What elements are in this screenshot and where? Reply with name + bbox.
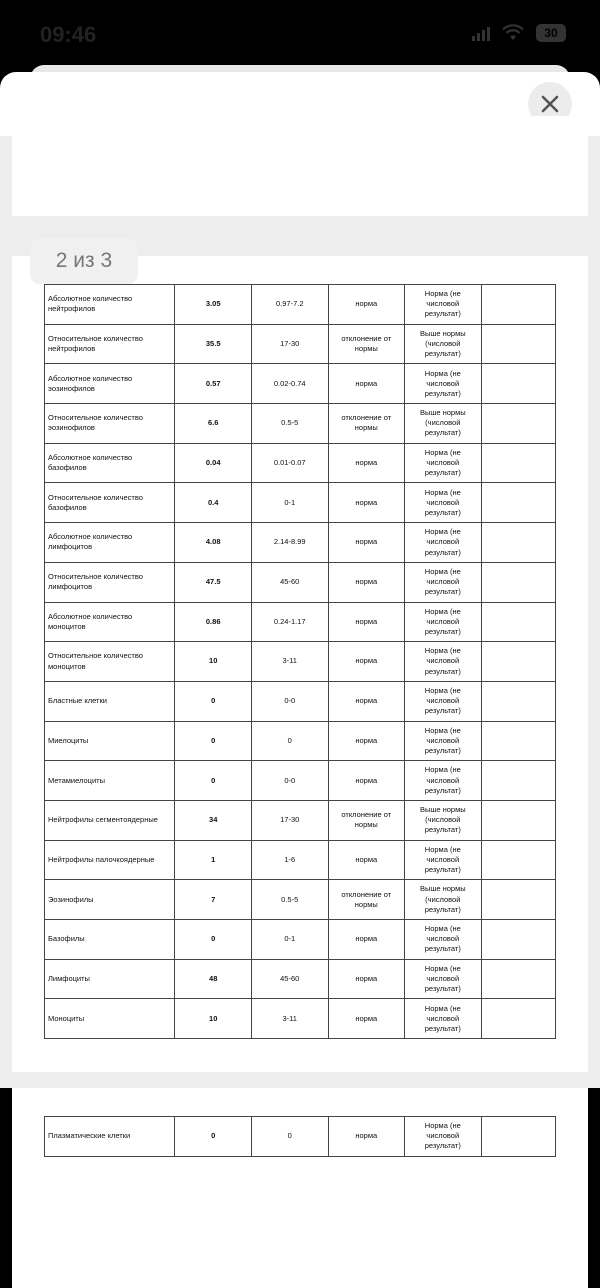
empty-cell xyxy=(481,523,555,563)
reference-range-cell: 0.02-0.74 xyxy=(251,364,328,404)
status-cell: норма xyxy=(328,1117,405,1157)
result-value-cell: 48 xyxy=(175,959,252,999)
result-value-cell: 0.86 xyxy=(175,602,252,642)
table-row xyxy=(45,1117,556,1157)
result-value-cell: 4.08 xyxy=(175,523,252,563)
status-cell: норма xyxy=(328,642,405,682)
status-cell: норма xyxy=(328,721,405,761)
results-table-next xyxy=(44,1116,556,1157)
table-row xyxy=(45,324,556,364)
result-value-cell: 10 xyxy=(175,999,252,1039)
table-row xyxy=(45,285,556,325)
empty-cell xyxy=(481,1117,555,1157)
result-value-cell: 1 xyxy=(175,840,252,880)
comment-cell: Норма (не числовой результат) xyxy=(405,364,482,404)
reference-range-cell: 0.01-0.07 xyxy=(251,443,328,483)
document-page-next xyxy=(12,1088,588,1288)
result-value-cell: 0.57 xyxy=(175,364,252,404)
status-cell: отклонение от нормы xyxy=(328,800,405,840)
empty-cell xyxy=(481,761,555,801)
empty-cell xyxy=(481,642,555,682)
reference-range-cell: 0 xyxy=(251,721,328,761)
empty-cell xyxy=(481,721,555,761)
document-viewer[interactable] xyxy=(0,136,600,1151)
reference-range-cell: 0-0 xyxy=(251,761,328,801)
empty-cell xyxy=(481,483,555,523)
document-page-previous xyxy=(12,116,588,216)
status-cell: отклонение от нормы xyxy=(328,324,405,364)
status-cell: норма xyxy=(328,364,405,404)
status-cell: норма xyxy=(328,483,405,523)
reference-range-cell: 17-30 xyxy=(251,324,328,364)
comment-cell: Выше нормы (числовой результат) xyxy=(405,800,482,840)
table-row xyxy=(45,959,556,999)
table-row xyxy=(45,721,556,761)
test-name-cell: Относительное количество базофилов xyxy=(45,483,175,523)
status-cell: отклонение от нормы xyxy=(328,404,405,444)
comment-cell: Норма (не числовой результат) xyxy=(405,721,482,761)
result-value-cell: 47.5 xyxy=(175,562,252,602)
status-cell: норма xyxy=(328,999,405,1039)
result-value-cell: 0 xyxy=(175,920,252,960)
result-value-cell: 0 xyxy=(175,681,252,721)
test-name-cell: Нейтрофилы сегментоядерные xyxy=(45,800,175,840)
test-name-cell: Миелоциты xyxy=(45,721,175,761)
reference-range-cell: 2.14-8.99 xyxy=(251,523,328,563)
comment-cell: Выше нормы (числовой результат) xyxy=(405,404,482,444)
result-value-cell: 34 xyxy=(175,800,252,840)
reference-range-cell: 3-11 xyxy=(251,999,328,1039)
result-value-cell: 3.05 xyxy=(175,285,252,325)
wifi-icon xyxy=(502,25,524,41)
reference-range-cell: 0-1 xyxy=(251,483,328,523)
page-indicator: 2 из 3 xyxy=(30,238,138,284)
reference-range-cell: 0.5-5 xyxy=(251,880,328,920)
table-row xyxy=(45,880,556,920)
comment-cell: Выше нормы (числовой результат) xyxy=(405,880,482,920)
table-row xyxy=(45,364,556,404)
test-name-cell: Абсолютное количество моноцитов xyxy=(45,602,175,642)
reference-range-cell: 45-60 xyxy=(251,562,328,602)
reference-range-cell: 0.24-1.17 xyxy=(251,602,328,642)
test-name-cell: Относительное количество нейтрофилов xyxy=(45,324,175,364)
comment-cell: Норма (не числовой результат) xyxy=(405,483,482,523)
table-row xyxy=(45,999,556,1039)
status-cell: норма xyxy=(328,523,405,563)
status-cell: норма xyxy=(328,959,405,999)
comment-cell: Норма (не числовой результат) xyxy=(405,562,482,602)
reference-range-cell: 0.97-7.2 xyxy=(251,285,328,325)
table-row xyxy=(45,562,556,602)
status-cell: норма xyxy=(328,562,405,602)
comment-cell: Выше нормы (числовой результат) xyxy=(405,324,482,364)
empty-cell xyxy=(481,602,555,642)
comment-cell: Норма (не числовой результат) xyxy=(405,959,482,999)
comment-cell: Норма (не числовой результат) xyxy=(405,602,482,642)
test-name-cell: Моноциты xyxy=(45,999,175,1039)
reference-range-cell: 45-60 xyxy=(251,959,328,999)
comment-cell: Норма (не числовой результат) xyxy=(405,999,482,1039)
test-name-cell: Относительное количество эозинофилов xyxy=(45,404,175,444)
result-value-cell: 0 xyxy=(175,1117,252,1157)
test-name-cell: Нейтрофилы палочкоядерные xyxy=(45,840,175,880)
comment-cell: Норма (не числовой результат) xyxy=(405,840,482,880)
status-cell: норма xyxy=(328,920,405,960)
result-value-cell: 6.6 xyxy=(175,404,252,444)
empty-cell xyxy=(481,404,555,444)
result-value-cell: 35.5 xyxy=(175,324,252,364)
empty-cell xyxy=(481,920,555,960)
empty-cell xyxy=(481,364,555,404)
status-cell: норма xyxy=(328,443,405,483)
table-row xyxy=(45,920,556,960)
table-row xyxy=(45,800,556,840)
status-icons xyxy=(472,24,566,42)
test-name-cell: Базофилы xyxy=(45,920,175,960)
comment-cell: Норма (не числовой результат) xyxy=(405,285,482,325)
result-value-cell: 0 xyxy=(175,721,252,761)
test-name-cell: Относительное количество моноцитов xyxy=(45,642,175,682)
result-value-cell: 0 xyxy=(175,761,252,801)
test-name-cell: Плазматические клетки xyxy=(45,1117,175,1157)
test-name-cell: Абсолютное количество лимфоцитов xyxy=(45,523,175,563)
empty-cell xyxy=(481,285,555,325)
reference-range-cell: 0.5-5 xyxy=(251,404,328,444)
empty-cell xyxy=(481,999,555,1039)
signal-icon xyxy=(472,25,490,41)
battery-icon: 30 xyxy=(536,24,566,42)
test-name-cell: Абсолютное количество базофилов xyxy=(45,443,175,483)
results-table xyxy=(44,284,556,1039)
document-page xyxy=(12,256,588,1072)
table-row xyxy=(45,761,556,801)
status-cell: норма xyxy=(328,285,405,325)
reference-range-cell: 0-1 xyxy=(251,920,328,960)
document-sheet xyxy=(0,72,600,1151)
empty-cell xyxy=(481,840,555,880)
result-value-cell: 7 xyxy=(175,880,252,920)
reference-range-cell: 3-11 xyxy=(251,642,328,682)
table-row xyxy=(45,642,556,682)
table-row xyxy=(45,443,556,483)
result-value-cell: 0.04 xyxy=(175,443,252,483)
result-value-cell: 0.4 xyxy=(175,483,252,523)
status-cell: норма xyxy=(328,840,405,880)
reference-range-cell: 17-30 xyxy=(251,800,328,840)
empty-cell xyxy=(481,562,555,602)
table-row xyxy=(45,602,556,642)
comment-cell: Норма (не числовой результат) xyxy=(405,443,482,483)
table-row xyxy=(45,840,556,880)
empty-cell xyxy=(481,800,555,840)
reference-range-cell: 0 xyxy=(251,1117,328,1157)
status-cell: норма xyxy=(328,681,405,721)
empty-cell xyxy=(481,443,555,483)
test-name-cell: Лимфоциты xyxy=(45,959,175,999)
test-name-cell: Эозинофилы xyxy=(45,880,175,920)
reference-range-cell: 1-6 xyxy=(251,840,328,880)
test-name-cell: Бластные клетки xyxy=(45,681,175,721)
test-name-cell: Абсолютное количество нейтрофилов xyxy=(45,285,175,325)
test-name-cell: Метамиелоциты xyxy=(45,761,175,801)
result-value-cell: 10 xyxy=(175,642,252,682)
comment-cell: Норма (не числовой результат) xyxy=(405,761,482,801)
status-cell: отклонение от нормы xyxy=(328,880,405,920)
empty-cell xyxy=(481,324,555,364)
comment-cell: Норма (не числовой результат) xyxy=(405,642,482,682)
test-name-cell: Относительное количество лимфоцитов xyxy=(45,562,175,602)
status-bar xyxy=(0,0,600,70)
reference-range-cell: 0-0 xyxy=(251,681,328,721)
comment-cell: Норма (не числовой результат) xyxy=(405,920,482,960)
test-name-cell: Абсолютное количество эозинофилов xyxy=(45,364,175,404)
empty-cell xyxy=(481,681,555,721)
comment-cell: Норма (не числовой результат) xyxy=(405,1117,482,1157)
status-time: 09:46 xyxy=(40,22,97,47)
comment-cell: Норма (не числовой результат) xyxy=(405,681,482,721)
status-cell: норма xyxy=(328,602,405,642)
table-row xyxy=(45,483,556,523)
comment-cell: Норма (не числовой результат) xyxy=(405,523,482,563)
table-row xyxy=(45,681,556,721)
close-icon xyxy=(541,95,559,113)
status-cell: норма xyxy=(328,761,405,801)
empty-cell xyxy=(481,880,555,920)
table-row xyxy=(45,523,556,563)
empty-cell xyxy=(481,959,555,999)
table-row xyxy=(45,404,556,444)
